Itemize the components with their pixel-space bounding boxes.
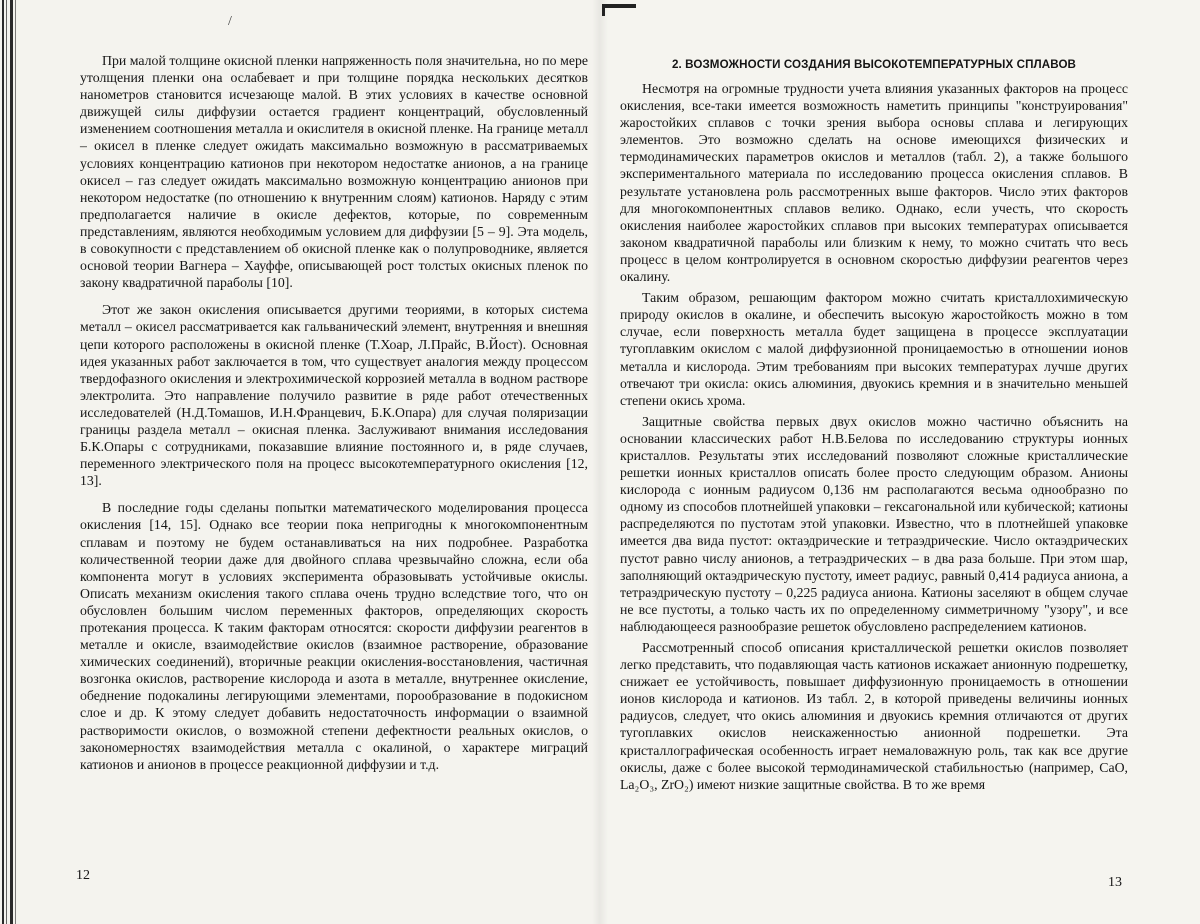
left-paragraph-3: В последние годы сделаны попытки математического моделирования процесса окисления [14, 15]. Однако все теории пока непригодны к многокомпонентным сплавам и поэтому не будем останавливаться на них подробнее. Разработка количественной теории даже для двойного сплава чрезвычайно сложна, если оба компонента могут в условиях эксперимента образовывать устойчивые окислы. Описать механизм окисления такого сплава очень трудно вследствие того, что он обусловлен большим числом переменных факторов, определяющих скорость протекания процесса. К таким факторам относятся: скорости диффузии реагентов в металле и окисле, взаимодействие окислов (взаимное растворение, образование химических соединений), вторичные реакции окисления-восстановления, частичная возгонка окислов, растворение кислорода и азота в металле, внутреннее окисление, обеднение подокалины легирующими элементами, порообразование в подокисном слое и др. К этому следует добавить недостаточность информации о взаимной растворимости окислов, о возможной степени дефектности реальных окислов, о закономерностях взаимодействия металла с окалиной, о характере миграций катионов и анионов в процессе реакционной диффузии и т.д.: [80, 499, 588, 773]
right-paragraph-1: Несмотря на огромные трудности учета влияния указанных факторов на процесс окисления, все-таки имеется возможность наметить принципы "конструирования" жаростойких сплавов с точки зрения выбора основы сплава и легирующих элементов. Это возможно сделать на основе имеющихся физических и термодинамических параметров окислов и металлов (табл. 2), а также большого экспериментального материала по исследованию процесса окисления сплавов. В результате установлена роль рассмотренных выше факторов. Число этих факторов для многокомпонентных сплавов велико. Однако, если учесть, что скорость окисления наиболее жаростойких сплавов при высоких температурах описывается законом квадратичной параболы или близким к нему, то можно считать что весь процесс в целом контролируется в основном скоростью диффузии реагентов через окалину.: [620, 80, 1128, 285]
left-page: [0, 0, 600, 924]
right-page: [600, 0, 1200, 924]
corner-mark-vertical: [602, 4, 605, 16]
left-paragraph-1: При малой толщине окисной пленки напряженность поля значительна, но по мере утолщения пленки она ослабевает и при толщине порядка нескольких десятков нанометров становится исчезающе малой. В этих условиях в качестве основной движущей силы диффузии остается градиент концентраций, обусловленный изменением соотношения металла и окислителя в окисной пленке. На границе металл – окисел в пленке следует ожидать максимально возможную в рассматриваемых условиях концентрацию катионов при некотором недостатке анионов, а на границе окисел – газ следует ожидать максимально возможную концентрацию анионов при некотором недостатке (по отношению к внутренним слоям) катионов. Наряду с этим предполагается наличие в окисле дефектов, которые, по современным представлениям, являются необходимым условием для диффузии [5 – 9]. Эта модель, в совокупности с представлением об окисной пленке как о полупроводнике, является основой теории Вагнера – Хауффе, описывающей рост толстых окисных пленок по закону квадратичной параболы [10].: [80, 52, 588, 291]
right-paragraph-2: Таким образом, решающим фактором можно считать кристаллохимическую природу окислов в окалине, и обеспечить высокую жаростойкость можно в том случае, если поверхность металла будет защищена в процессе эксплуатации тугоплавким окислом с малой диффузионной проницаемостью в отношении ионов металла и кислорода. Этим требованиям при высоких температурах лучше других отвечают три окисла: окись алюминия, двуокись кремния и в значительно меньшей степени окись хрома.: [620, 289, 1128, 409]
binding-edge: [0, 0, 24, 924]
section-heading: 2. ВОЗМОЖНОСТИ СОЗДАНИЯ ВЫСОКОТЕМПЕРАТУРНЫХ СПЛАВОВ: [620, 58, 1128, 71]
left-page-number: 12: [76, 868, 90, 884]
book-spread: [0, 0, 1200, 924]
right-page-number: 13: [1108, 875, 1122, 891]
scan-mark: /: [228, 14, 232, 30]
gutter-shadow: [592, 0, 608, 924]
left-text-column: [80, 52, 588, 773]
right-paragraph-4: Рассмотренный способ описания кристаллической решетки окислов позволяет легко представить, что подавляющая часть катионов искажает анионную подрешетку, снижает ее устойчивость, повышает диффузионную проницаемость в отношении ионов кислорода и катионов. Из табл. 2, в которой приведены величины ионных радиусов, следует, что окись алюминия и двуокись кремния отличаются от других тугоплавких окислов неискаженностью анионной подрешетки. Эта кристаллографическая особенность играет немаловажную роль, так как все другие окислы, даже с более высокой термодинамической стабильностью (например, CaO, La₂O₃, ZrO₂) имеют низкие защитные свойства. В то же время: [620, 639, 1128, 793]
right-paragraph-3: Защитные свойства первых двух окислов можно частично объяснить на основании классических работ Н.В.Белова по исследованию структуры ионных кристаллов. Результаты этих исследований позволяют сложные кристаллические решетки ионных кристаллов описать более просто следующим образом. Анионы кислорода с ионным радиусом 0,136 нм располагаются весьма однообразно по одному из способов плотнейшей упаковки – гексагональной или кубической; катионы распределяются по пустотам этой упаковки. Известно, что в плотнейшей упаковке имеется два вида пустот: октаэдрические и тетраэдрические. Число октаэдрических пустот равно числу анионов, а тетраэдрических – в два раза больше. При этом шар, заполняющий октаэдрическую пустоту, имеет радиус, равный 0,414 радиуса аниона, а тетраэдрическую пустоту – 0,225 радиуса аниона. Катионы заселяют в общем случае не все пустоты, а только часть их по определенному симметричному "узору", и все наблюдающееся разнообразие решеток обусловлено распределением катионов.: [620, 413, 1128, 635]
left-paragraph-2: Этот же закон окисления описывается другими теориями, в которых система металл – окисел рассматривается как гальванический элемент, внутренняя и внешняя цепи которого расположены в окисной пленке (Т.Хоар, Л.Прайс, В.Йост). Основная идея указанных работ заключается в том, что существует аналогия между процессом твердофазного окисления и электрохимической коррозией металла в водном растворе электролита. Это направление получило развитие в ряде работ отечественных исследователей (Н.Д.Томашов, И.Н.Францевич, Б.К.Опара) для случая поляризации границы раздела металл – окисная пленка. Заслуживают внимания исследования Б.К.Опары с сотрудниками, показавшие влияние постоянного и, в ряде случаев, переменного электрического поля на процесс высокотемпературного окисления [12, 13].: [80, 301, 588, 489]
corner-mark: [602, 4, 636, 8]
right-text-column: [620, 58, 1128, 793]
